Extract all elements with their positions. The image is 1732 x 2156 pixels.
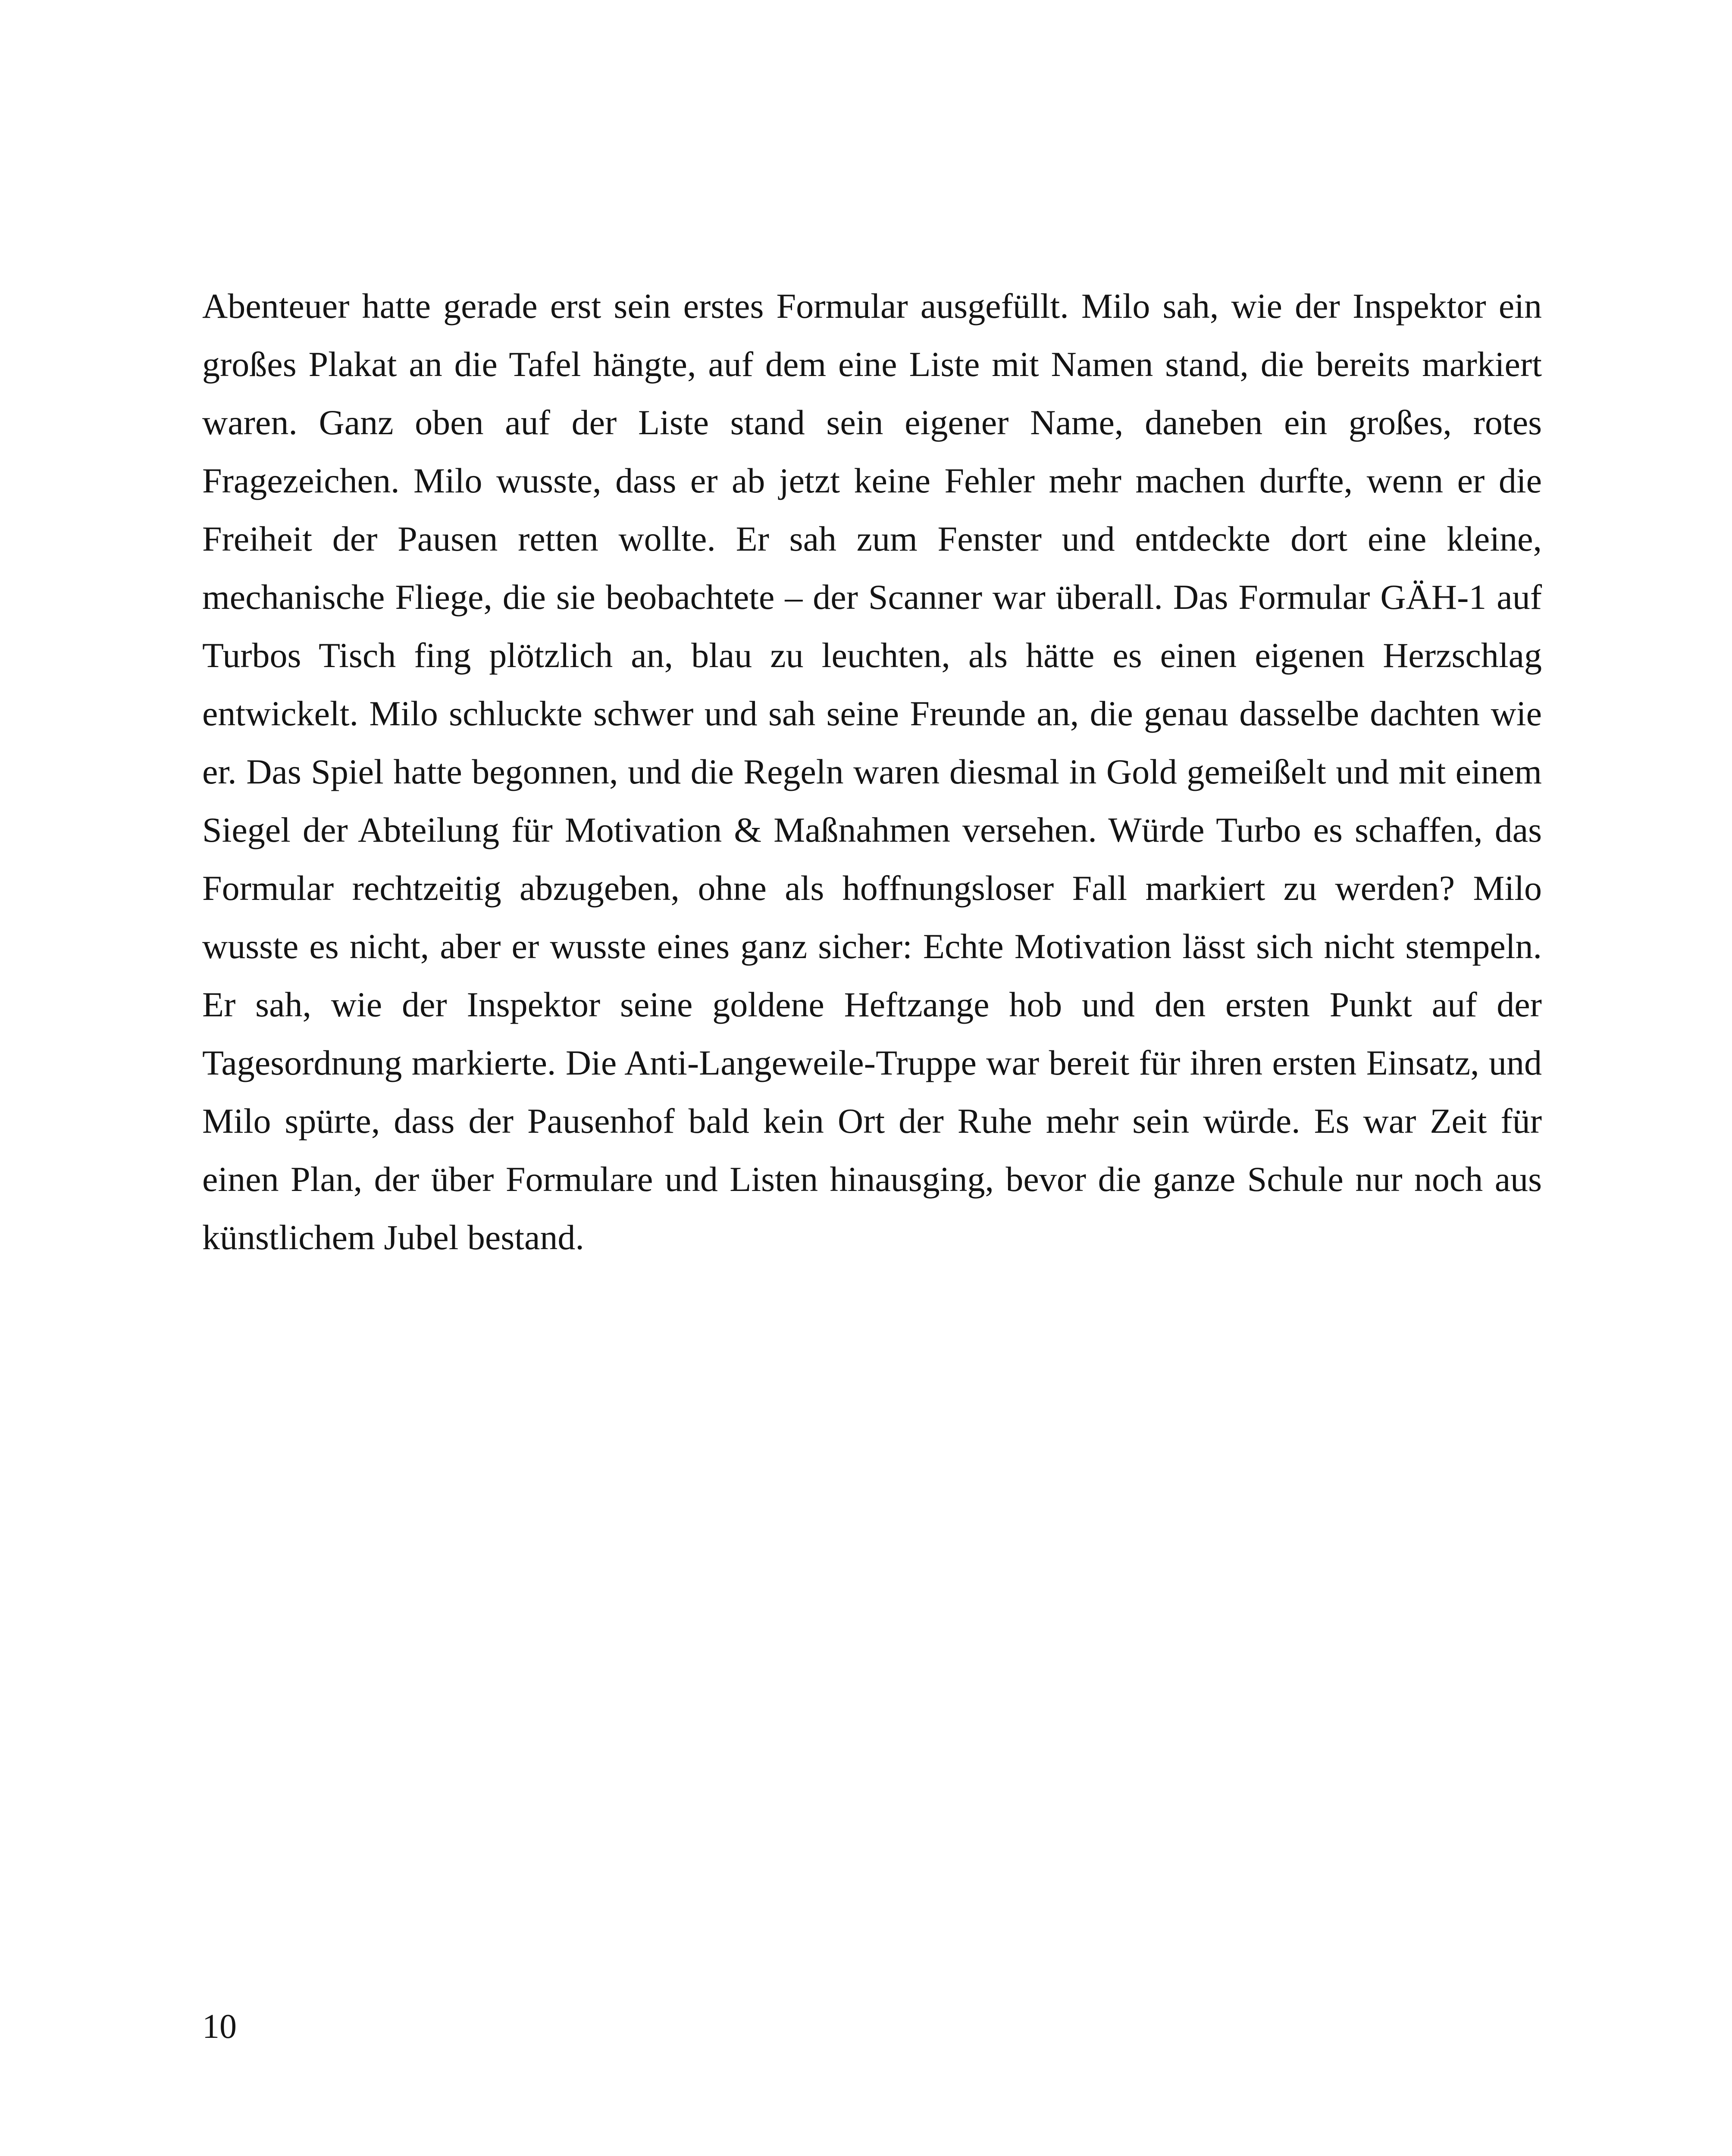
- body-paragraph: Abenteuer hatte gerade erst sein erstes Formular ausgefüllt. Milo sah, wie der Inspektor ein großes Plakat an die Tafel hängte, auf dem eine Liste mit Namen stand, die bereits markiert waren. Ganz oben auf der Liste stand sein eigener Name, daneben ein großes, rotes Fragezeichen. Milo wusste, dass er ab jetzt keine Fehler mehr machen durfte, wenn er die Freiheit der Pausen retten wollte. Er sah zum Fenster und entdeckte dort eine kleine, mechanische Fliege, die sie beobachtete – der Scanner war überall. Das Formular GÄH-1 auf Turbos Tisch fing plötzlich an, blau zu leuchten, als hätte es einen eigenen Herzschlag entwickelt. Milo schluckte schwer und sah seine Freunde an, die genau dasselbe dachten wie er. Das Spiel hatte begonnen, und die Regeln waren diesmal in Gold gemeißelt und mit einem Siegel der Abteilung für Motivation & Maßnahmen versehen. Würde Turbo es schaffen, das Formular rechtzeitig abzugeben, ohne als hoffnungsloser Fall markiert zu werden? Milo wusste es nicht, aber er wusste eines ganz sicher: Echte Motivation lässt sich nicht stempeln. Er sah, wie der Inspektor seine goldene Heftzange hob und den ersten Punkt auf der Tagesordnung markierte. Die Anti-Langeweile-Truppe war bereit für ihren ersten Einsatz, und Milo spürte, dass der Pausenhof bald kein Ort der Ruhe mehr sein würde. Es war Zeit für einen Plan, der über Formulare und Listen hinausging, bevor die ganze Schule nur noch aus künstlichem Jubel bestand.: [202, 286, 1542, 1257]
- page-body: [202, 277, 1542, 1266]
- page-number: 10: [202, 2008, 237, 2046]
